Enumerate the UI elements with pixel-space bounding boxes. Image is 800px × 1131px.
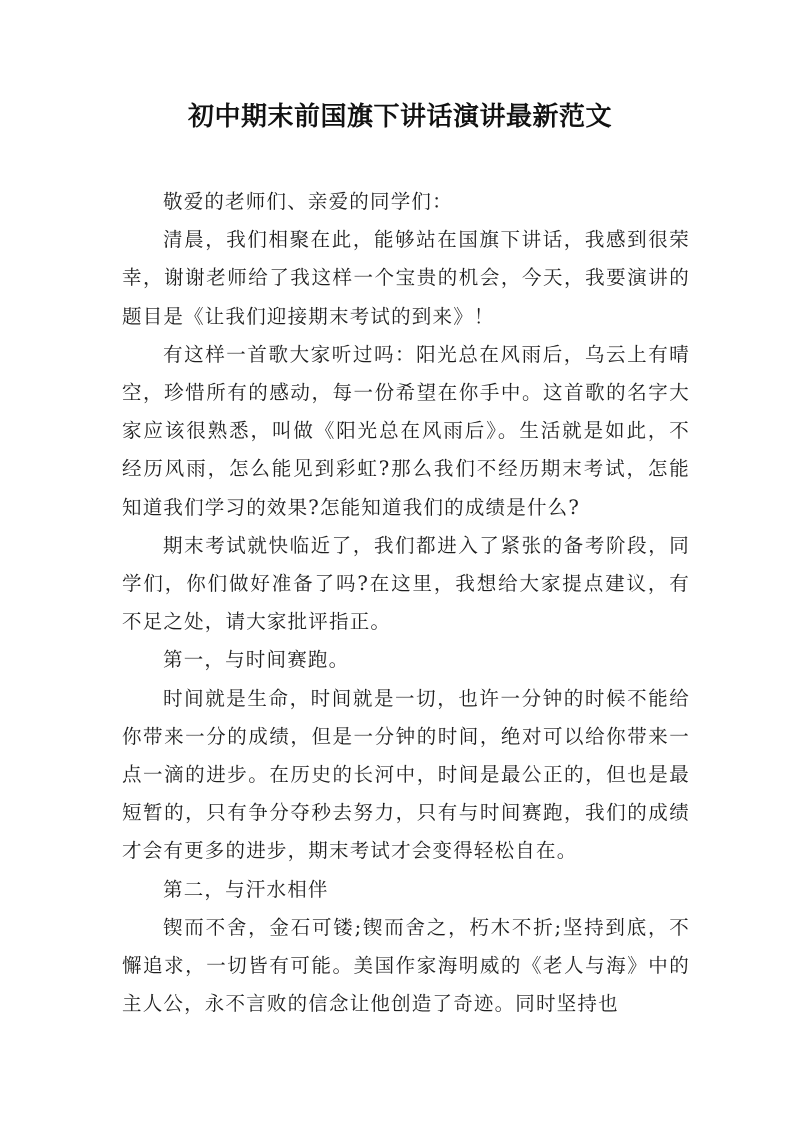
paragraph-song: 有这样一首歌大家听过吗：阳光总在风雨后，乌云上有晴空，珍惜所有的感动，每一份希望在你手中。这首歌的名字大家应该很熟悉，叫做《阳光总在风雨后》。生活就是如此，不经历风雨，怎么能见到彩虹?那么我们不经历期末考试，怎能知道我们学习的效果?怎能知道我们的成绩是什么?	[122, 342, 690, 519]
heading-first-point: 第一，与时间赛跑。	[163, 648, 350, 672]
paragraph-time: 时间就是生命，时间就是一切，也许一分钟的时候不能给你带来一分的成绩，但是一分钟的时间，绝对可以给你带来一点一滴的进步。在历史的长河中，时间是最公正的，但也是最短暂的，只有争分夺秒去努力，只有与时间赛跑，我们的成绩才会有更多的进步，期末考试才会变得轻松自在。	[122, 686, 690, 863]
heading-second-point: 第二，与汗水相伴	[163, 877, 329, 901]
document-title: 初中期末前国旗下讲话演讲最新范文	[187, 102, 612, 132]
paragraph-persistence: 锲而不舍，金石可镂;锲而舍之，朽木不折;坚持到底，不懈追求，一切皆有可能。美国作家海明威的《老人与海》中的主人公，永不言败的信念让他创造了奇迹。同时坚持也	[122, 915, 690, 1016]
paragraph-opening: 清晨，我们相聚在此，能够站在国旗下讲话，我感到很荣幸，谢谢老师给了我这样一个宝贵的机会，今天，我要演讲的题目是《让我们迎接期末考试的到来》！	[122, 228, 690, 328]
paragraph-exam-approaching: 期末考试就快临近了，我们都进入了紧张的备考阶段，同学们，你们做好准备了吗?在这里，我想给大家提点建议，有不足之处，请大家批评指正。	[122, 533, 690, 634]
document-body	[122, 183, 690, 1023]
paragraph-greeting: 敬爱的老师们、亲爱的同学们：	[163, 190, 453, 213]
